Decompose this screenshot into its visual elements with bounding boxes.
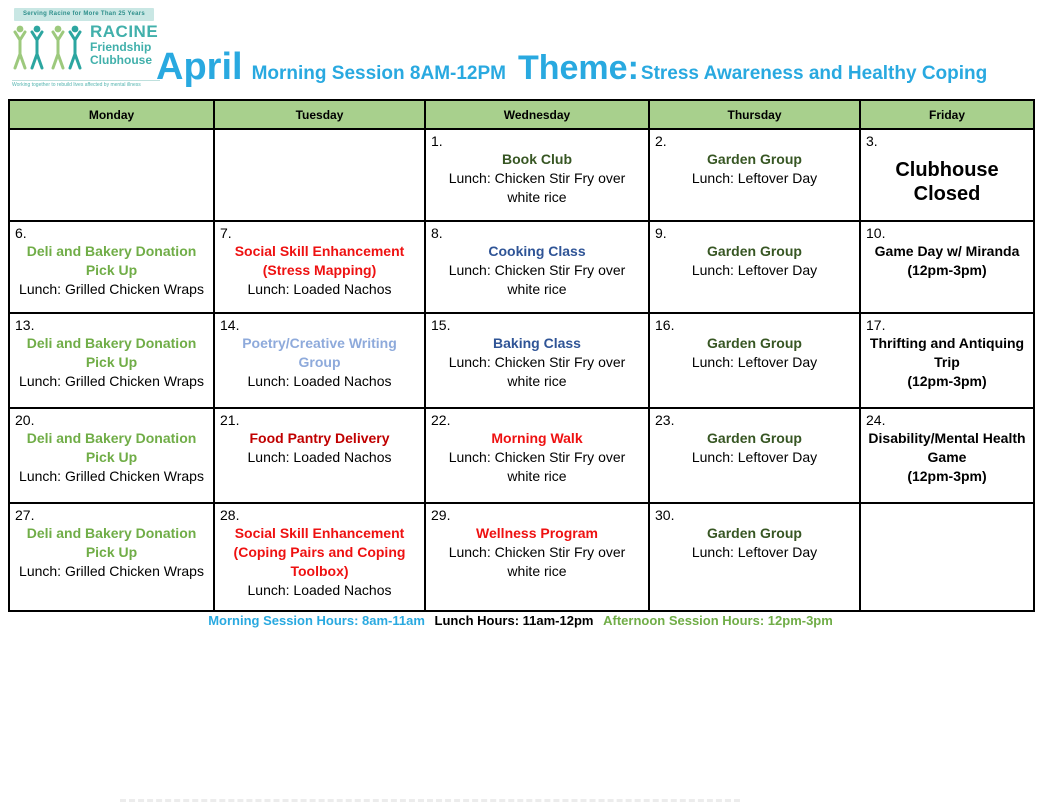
date-number: 22. xyxy=(431,412,451,428)
session-hours-line xyxy=(8,613,1033,628)
event-title: Trip xyxy=(934,354,960,370)
clubhouse-logo xyxy=(10,8,162,90)
calendar-cell-7 xyxy=(214,221,425,313)
calendar-cell-13 xyxy=(9,313,214,408)
calendar-week-5 xyxy=(9,503,1034,611)
calendar-cell-23 xyxy=(649,408,860,503)
event-title: Garden Group xyxy=(707,151,802,167)
event-title: Garden Group xyxy=(707,335,802,351)
event-title: Pick Up xyxy=(85,449,138,465)
event-title: Poetry/Creative Writing xyxy=(242,335,397,351)
calendar-header-row xyxy=(9,100,1034,129)
lunch-text: Lunch: Leftover Day xyxy=(691,170,818,186)
calendar-cell-2 xyxy=(649,129,860,221)
calendar-cell-28 xyxy=(214,503,425,611)
event-title: (12pm-3pm) xyxy=(907,468,987,484)
lunch-text: Lunch: Chicken Stir Fry over xyxy=(448,170,626,186)
day-header-monday: Monday xyxy=(9,100,214,129)
calendar-cell-10 xyxy=(860,221,1034,313)
day-header-wednesday: Wednesday xyxy=(425,100,649,129)
lunch-text: Lunch: Loaded Nachos xyxy=(247,449,392,465)
logo-name-friendship: Friendship xyxy=(90,40,152,54)
theme-text: Stress Awareness and Healthy Coping xyxy=(640,63,988,84)
lunch-text: white rice xyxy=(507,563,567,579)
lunch-text: Lunch: Chicken Stir Fry over xyxy=(448,354,626,370)
lunch-text: Lunch: Grilled Chicken Wraps xyxy=(19,281,204,297)
event-title: Group xyxy=(298,354,341,370)
page-title xyxy=(156,46,987,89)
calendar-cell-empty xyxy=(860,503,1034,611)
calendar-cell-20 xyxy=(9,408,214,503)
calendar-cell-3 xyxy=(860,129,1034,221)
people-figures-icon xyxy=(10,22,88,78)
lunch-text: Lunch: Grilled Chicken Wraps xyxy=(19,563,204,579)
date-number: 23. xyxy=(655,412,675,428)
lunch-hours: Lunch Hours: 11am-12pm xyxy=(434,613,594,628)
date-number: 16. xyxy=(655,317,675,333)
date-number: 13. xyxy=(15,317,35,333)
event-title: Pick Up xyxy=(85,544,138,560)
lunch-text: Lunch: Chicken Stir Fry over xyxy=(448,449,626,465)
calendar-cell-27 xyxy=(9,503,214,611)
calendar-cell-17 xyxy=(860,313,1034,408)
date-number: 17. xyxy=(866,317,886,333)
lunch-text: white rice xyxy=(507,189,567,205)
date-number: 10. xyxy=(866,225,886,241)
date-number: 1. xyxy=(431,133,443,149)
event-title: Baking Class xyxy=(493,335,581,351)
calendar-cell-16 xyxy=(649,313,860,408)
lunch-text: Lunch: Loaded Nachos xyxy=(247,281,392,297)
day-header-thursday: Thursday xyxy=(649,100,860,129)
calendar-cell-8 xyxy=(425,221,649,313)
date-number: 29. xyxy=(431,507,451,523)
date-number: 15. xyxy=(431,317,451,333)
date-number: 30. xyxy=(655,507,675,523)
logo-tagline: Working together to rebuild lives affected by mental illness xyxy=(12,80,160,88)
event-title: Morning Walk xyxy=(491,430,583,446)
event-title: (Stress Mapping) xyxy=(262,262,377,278)
afternoon-hours: Afternoon Session Hours: 12pm-3pm xyxy=(603,613,833,628)
calendar-cell-29 xyxy=(425,503,649,611)
calendar-cell-22 xyxy=(425,408,649,503)
lunch-text: Lunch: Leftover Day xyxy=(691,354,818,370)
date-number: 8. xyxy=(431,225,443,241)
date-number: 9. xyxy=(655,225,667,241)
event-title: Social Skill Enhancement xyxy=(234,525,405,541)
page-boundary-dashes xyxy=(120,799,740,802)
calendar-cell-empty xyxy=(214,129,425,221)
day-header-tuesday: Tuesday xyxy=(214,100,425,129)
date-number: 24. xyxy=(866,412,886,428)
lunch-text: white rice xyxy=(507,468,567,484)
event-title: Game xyxy=(927,449,967,465)
lunch-text: Lunch: Leftover Day xyxy=(691,262,818,278)
date-number: 21. xyxy=(220,412,240,428)
event-title: Thrifting and Antiquing xyxy=(869,335,1025,351)
calendar-cell-30 xyxy=(649,503,860,611)
calendar-cell-15 xyxy=(425,313,649,408)
logo-wordmark xyxy=(90,23,158,66)
event-title: Deli and Bakery Donation xyxy=(26,525,197,541)
event-title: (12pm-3pm) xyxy=(907,373,987,389)
calendar-table xyxy=(8,99,1035,612)
calendar-week-1 xyxy=(9,129,1034,221)
calendar-cell-6 xyxy=(9,221,214,313)
event-title: Deli and Bakery Donation xyxy=(26,430,197,446)
event-title: Cooking Class xyxy=(488,243,586,259)
session-subtitle: Morning Session 8AM-12PM xyxy=(251,63,506,84)
date-number: 3. xyxy=(866,133,878,149)
event-title: (12pm-3pm) xyxy=(907,262,987,278)
event-title: Garden Group xyxy=(707,525,802,541)
logo-name-racine: RACINE xyxy=(90,22,159,41)
date-number: 6. xyxy=(15,225,27,241)
event-title: Garden Group xyxy=(707,243,802,259)
date-number: 7. xyxy=(220,225,232,241)
event-title: Food Pantry Delivery xyxy=(249,430,390,446)
lunch-text: Lunch: Chicken Stir Fry over xyxy=(448,262,626,278)
event-title: Deli and Bakery Donation xyxy=(26,243,197,259)
lunch-text: Lunch: Leftover Day xyxy=(691,449,818,465)
date-number: 20. xyxy=(15,412,35,428)
calendar-cell-9 xyxy=(649,221,860,313)
lunch-text: Lunch: Chicken Stir Fry over xyxy=(448,544,626,560)
date-number: 28. xyxy=(220,507,240,523)
lunch-text: Lunch: Loaded Nachos xyxy=(247,373,392,389)
event-title: Clubhouse Closed xyxy=(895,159,999,205)
month-title: April xyxy=(156,46,243,88)
event-title: Toolbox) xyxy=(290,563,349,579)
date-number: 27. xyxy=(15,507,35,523)
event-title: Deli and Bakery Donation xyxy=(26,335,197,351)
event-title: Social Skill Enhancement xyxy=(234,243,405,259)
event-title: Game Day w/ Miranda xyxy=(874,243,1020,259)
lunch-text: Lunch: Leftover Day xyxy=(691,544,818,560)
event-title: Book Club xyxy=(502,151,572,167)
lunch-text: white rice xyxy=(507,373,567,389)
calendar-cell-empty xyxy=(9,129,214,221)
day-header-friday: Friday xyxy=(860,100,1034,129)
calendar-cell-21 xyxy=(214,408,425,503)
calendar-week-3 xyxy=(9,313,1034,408)
calendar-cell-14 xyxy=(214,313,425,408)
calendar-week-2 xyxy=(9,221,1034,313)
event-title: (Coping Pairs and Coping xyxy=(233,544,406,560)
morning-hours: Morning Session Hours: 8am-11am xyxy=(208,613,425,628)
calendar-body xyxy=(9,129,1034,611)
lunch-text: white rice xyxy=(507,281,567,297)
event-title: Disability/Mental Health xyxy=(868,430,1026,446)
calendar-cell-1 xyxy=(425,129,649,221)
lunch-text: Lunch: Grilled Chicken Wraps xyxy=(19,373,204,389)
lunch-text: Lunch: Grilled Chicken Wraps xyxy=(19,468,204,484)
event-title: Pick Up xyxy=(85,262,138,278)
calendar-cell-24 xyxy=(860,408,1034,503)
logo-ribbon-banner: Serving Racine for More Than 25 Years xyxy=(14,8,154,21)
date-number: 14. xyxy=(220,317,240,333)
date-number: 2. xyxy=(655,133,667,149)
event-title: Pick Up xyxy=(85,354,138,370)
event-title: Garden Group xyxy=(707,430,802,446)
calendar-week-4 xyxy=(9,408,1034,503)
event-title: Wellness Program xyxy=(476,525,598,541)
lunch-text: Lunch: Loaded Nachos xyxy=(247,582,392,598)
logo-name-clubhouse: Clubhouse xyxy=(90,53,152,67)
theme-label: Theme: xyxy=(517,49,639,87)
